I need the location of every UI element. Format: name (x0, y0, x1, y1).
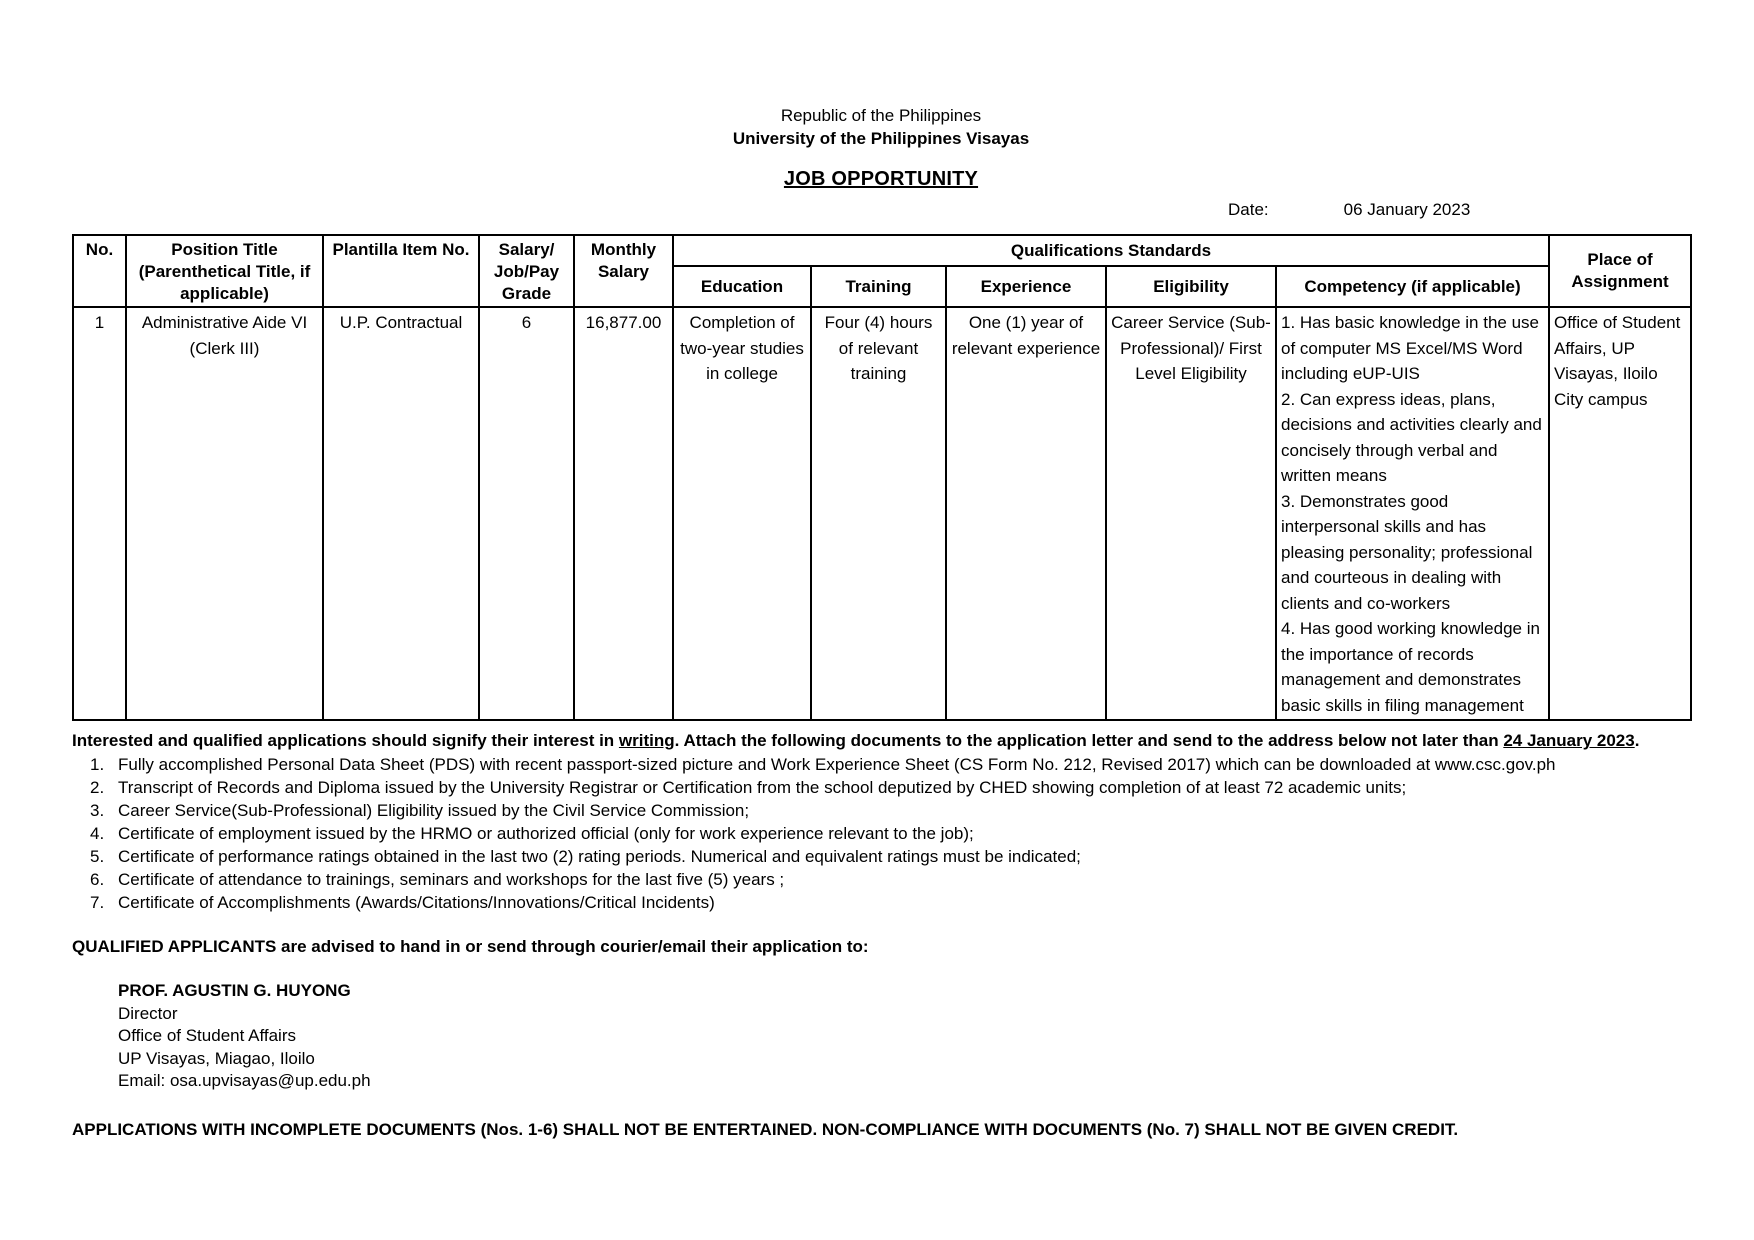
list-item-text: Certificate of attendance to trainings, seminars and workshops for the last five (5) years ; (118, 870, 785, 889)
contact-role: Director (118, 1003, 178, 1023)
contact-address: UP Visayas, Miagao, Iloilo (118, 1048, 315, 1068)
list-item (72, 891, 1690, 914)
list-item-number: 4. (90, 824, 105, 843)
cell-plantilla: U.P. Contractual (323, 307, 479, 720)
col-header-training: Training (811, 266, 946, 307)
application-notice (72, 729, 1690, 752)
col-header-plantilla: Plantilla Item No. (323, 235, 479, 307)
list-item-number: 3. (90, 801, 105, 820)
notice-deadline-underlined: 24 January 2023 (1503, 731, 1635, 750)
list-item (72, 868, 1690, 891)
contact-office: Office of Student Affairs (118, 1026, 296, 1045)
col-header-monthly-salary: Monthly Salary (574, 235, 673, 307)
page-title: JOB OPPORTUNITY (783, 168, 979, 190)
col-header-position-title (126, 235, 323, 307)
contact-name: PROF. AGUSTIN G. HUYONG (118, 981, 351, 1000)
notice-part3: . (1634, 731, 1640, 750)
notice-writing-underlined: writing (618, 731, 675, 750)
cell-training: Four (4) hours of relevant training (811, 307, 946, 720)
cell-competency (1276, 307, 1549, 720)
competency-item-4: 4. Has good working knowledge in the importance of records management and demonstrates basic skills in filing management (1281, 619, 1540, 715)
col-header-experience: Experience (946, 266, 1106, 307)
competency-item-1: 1. Has basic knowledge in the use of computer MS Excel/MS Word including eUP-UIS (1281, 313, 1539, 383)
cell-position-title-parenthetical: (Clerk III) (189, 338, 260, 358)
list-item (72, 776, 1690, 799)
contact-email: Email: osa.upvisayas@up.edu.ph (118, 1071, 371, 1090)
list-item (72, 822, 1690, 845)
notice-part2: . Attach the following documents to the application letter and send to the address below not later than (674, 731, 1504, 750)
header-university-line: University of the Philippines Visayas (732, 129, 1030, 148)
job-opportunity-table (72, 234, 1692, 721)
col-header-place-of-assignment: Place of Assignment (1549, 235, 1691, 307)
cell-monthly-salary: 16,877.00 (574, 307, 673, 720)
col-header-qualifications-standards: Qualifications Standards (673, 235, 1549, 266)
cell-place-of-assignment: Office of Student Affairs, UP Visayas, Iloilo City campus (1549, 307, 1691, 720)
col-header-salary-grade: Salary/ Job/Pay Grade (479, 235, 574, 307)
date-value: 06 January 2023 (1343, 200, 1471, 219)
cell-salary-grade: 6 (479, 307, 574, 720)
date-row (72, 198, 1690, 221)
list-item-text: Certificate of performance ratings obtained in the last two (2) rating periods. Numerical and equivalent ratings must be indicated; (118, 847, 1081, 866)
notice-part1: Interested and qualified applications should signify their interest in (72, 731, 619, 750)
list-item-text: Fully accomplished Personal Data Sheet (PDS) with recent passport-sized picture and Work Experience Sheet (CS Form No. 212, Revised 2017) which can be downloaded at www.csc.gov.ph (118, 755, 1556, 774)
col-header-competency: Competency (if applicable) (1276, 266, 1549, 307)
cell-education: Completion of two-year studies in college (673, 307, 811, 720)
contact-block (72, 980, 1690, 1093)
date-label: Date: (1228, 200, 1269, 219)
col-header-education: Education (673, 266, 811, 307)
footer-warning: APPLICATIONS WITH INCOMPLETE DOCUMENTS (Nos. 1-6) SHALL NOT BE ENTERTAINED. NON-COMPLIANCE WITH DOCUMENTS (No. 7) SHALL NOT BE GIVEN CREDIT. (72, 1119, 1459, 1139)
list-item-text: Transcript of Records and Diploma issued by the University Registrar or Certification from the school deputized by CHED showing completion of at least 72 academic units; (118, 778, 1407, 797)
competency-item-2: 2. Can express ideas, plans, decisions and activities clearly and concisely through verbal and written means (1281, 389, 1542, 485)
list-item-number: 2. (90, 778, 105, 797)
cell-position-title-main: Administrative Aide VI (141, 313, 308, 332)
list-item-text: Career Service(Sub-Professional) Eligibility issued by the Civil Service Commission; (118, 801, 750, 820)
required-documents-list (72, 753, 1690, 914)
list-item-number: 1. (90, 755, 105, 774)
cell-no: 1 (73, 307, 126, 720)
list-item-number: 6. (90, 870, 105, 889)
list-item (72, 799, 1690, 822)
col-header-position-title-line2: (Parenthetical Title, if applicable) (138, 262, 311, 303)
col-header-position-title-line1: Position Title (171, 240, 278, 259)
document-header (72, 104, 1690, 150)
cell-position-title (126, 307, 323, 720)
list-item-number: 7. (90, 893, 105, 912)
cell-experience: One (1) year of relevant experience (946, 307, 1106, 720)
list-item (72, 845, 1690, 868)
list-item-number: 5. (90, 847, 105, 866)
col-header-no: No. (73, 235, 126, 307)
list-item (72, 753, 1690, 776)
qualified-applicants-line: QUALIFIED APPLICANTS are advised to hand in or send through courier/email their application to: (72, 937, 869, 956)
competency-item-3: 3. Demonstrates good interpersonal skills and has pleasing personality; professional and courteous in dealing with clients and co-workers (1281, 491, 1533, 613)
title-wrap (72, 168, 1690, 191)
col-header-eligibility: Eligibility (1106, 266, 1276, 307)
list-item-text: Certificate of employment issued by the HRMO or authorized official (only for work experience relevant to the job); (118, 824, 974, 843)
header-country-line: Republic of the Philippines (780, 106, 982, 125)
cell-eligibility: Career Service (Sub-Professional)/ First Level Eligibility (1106, 307, 1276, 720)
list-item-text: Certificate of Accomplishments (Awards/Citations/Innovations/Critical Incidents) (118, 893, 715, 912)
table-row (73, 307, 1691, 720)
